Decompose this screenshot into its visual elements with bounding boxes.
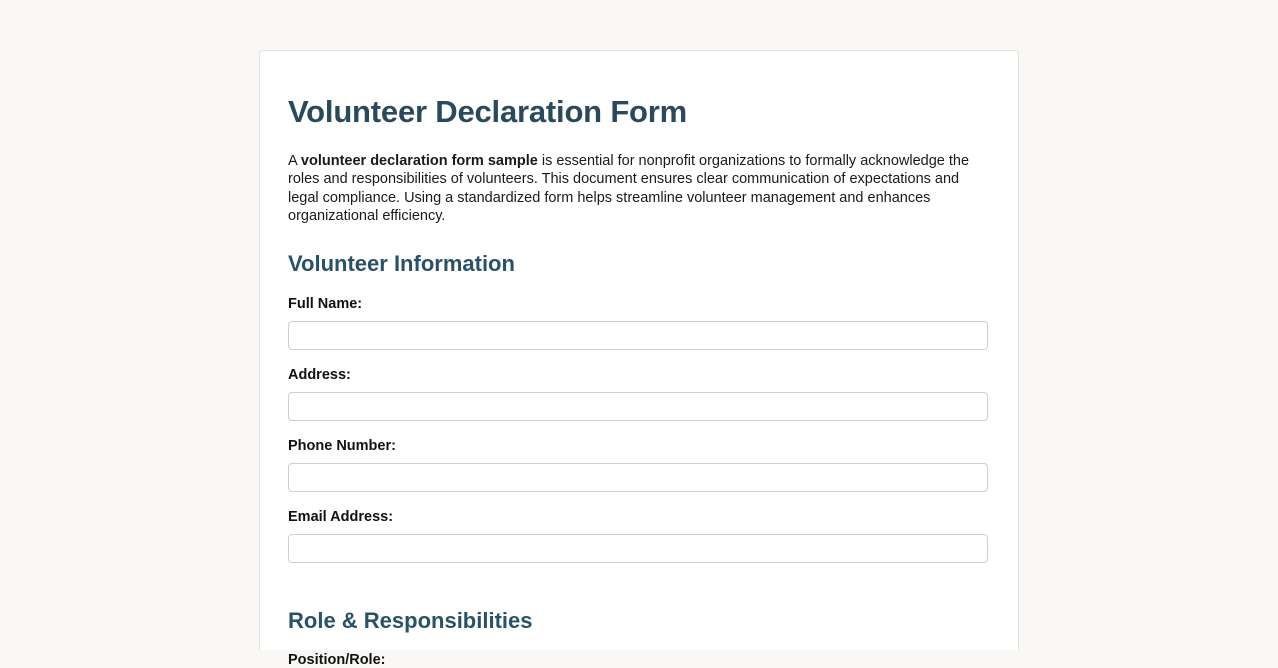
document-sheet [259,50,1019,668]
input-address[interactable] [288,392,988,421]
intro-text-bold: volunteer declaration form sample [300,153,538,170]
label-position-role: Position/Role: [288,652,386,668]
section-heading-volunteer-information: Volunteer Information [288,251,515,277]
page-title: Volunteer Declaration Form [288,94,688,129]
intro-paragraph [288,152,983,225]
label-email-address: Email Address: [288,508,394,525]
field-email-address [288,509,990,563]
label-address: Address: [288,366,351,383]
field-address [288,367,990,421]
input-phone-number[interactable] [288,463,988,492]
section-spacer [288,580,990,594]
label-full-name: Full Name: [288,295,363,312]
field-phone-number [288,438,990,492]
field-full-name [288,296,990,350]
intro-text-post: is essential for nonprofit organizations to formally acknowledge the roles and responsibilities of volunteers. This document ensures clear communication of expectations and legal compliance. Using a standardized form helps streamline volunteer management and enhances organizational efficiency. [288,153,970,225]
input-email-address[interactable] [288,534,988,563]
label-phone-number: Phone Number: [288,437,396,454]
intro-text-pre: A [288,153,301,170]
input-full-name[interactable] [288,321,988,350]
section-heading-role-responsibilities: Role & Responsibilities [288,607,533,633]
